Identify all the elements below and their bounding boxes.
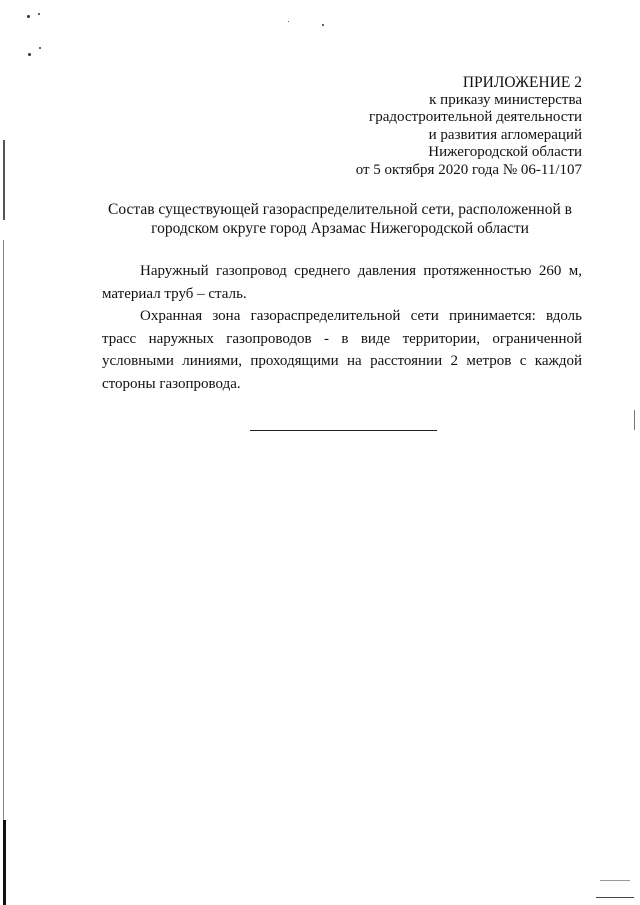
appendix-line: градостроительной деятельности [369,109,582,126]
appendix-title: ПРИЛОЖЕНИЕ 2 [462,74,582,91]
appendix-header [356,74,582,180]
document-title-line: городском округе город Арзамас Нижегородской области [151,220,529,237]
document-title [60,200,620,238]
paragraph-protection-zone: Охранная зона газораспределительной сети принимается: вдоль трасс наружных газопроводов - в виде территории, ограниченной условными линиями, проходящими на расстоянии 2 метров с каждой стороны газопровода. [102,308,582,392]
scan-speck [39,47,41,49]
scan-edge-line [634,410,635,430]
appendix-line: и развития агломераций [428,126,582,143]
closing-rule [250,430,437,431]
scan-speck [322,24,324,26]
paragraph-pipeline: Наружный газопровод среднего давления протяженностью 260 м, материал труб – сталь. [102,263,582,302]
scan-edge-line [600,880,630,881]
scan-edge-line [3,240,4,820]
scan-edge-line [596,897,634,898]
appendix-line: Нижегородской области [428,144,582,161]
document-body [102,260,582,395]
appendix-date-number: от 5 октября 2020 года № 06-11/107 [355,161,582,178]
scan-speck [38,13,40,15]
scan-edge-line [3,820,6,905]
scan-speck [28,53,31,56]
scan-speck [27,15,30,18]
scan-speck [288,21,289,22]
document-title-line: Состав существующей газораспределительной сети, расположенной в [108,201,572,218]
scan-edge-line [3,140,5,220]
appendix-line: к приказу министерства [429,91,582,108]
